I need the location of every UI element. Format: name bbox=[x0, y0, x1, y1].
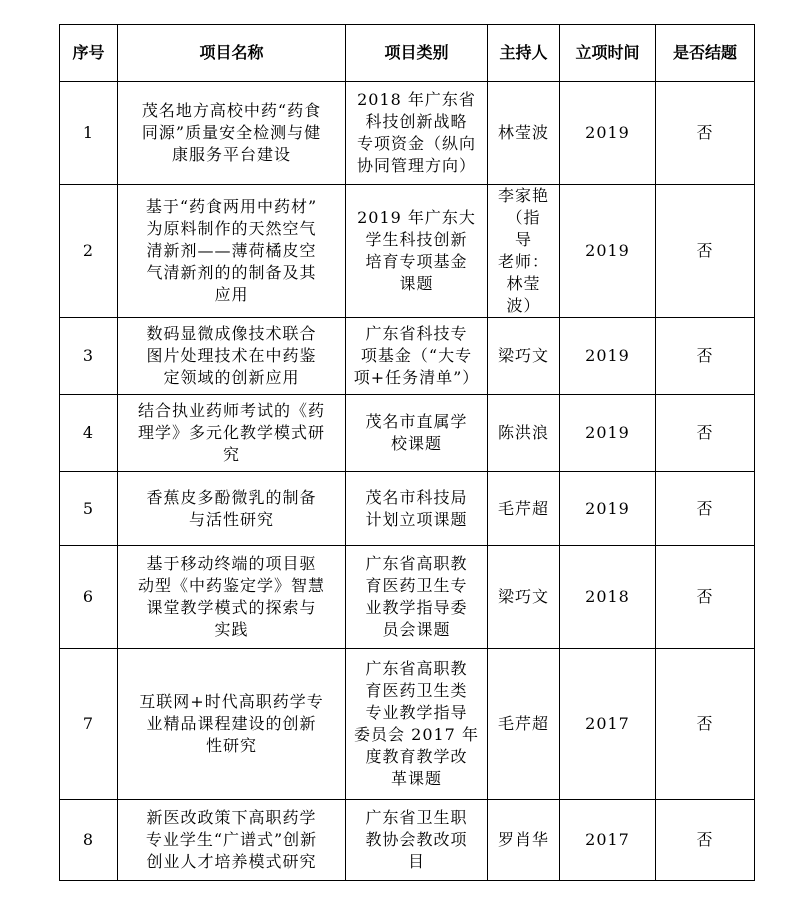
row-index: 8 bbox=[60, 800, 118, 881]
start-year: 2017 bbox=[560, 800, 656, 881]
row-index: 3 bbox=[60, 318, 118, 395]
name-line: 茂名地方高校中药“药食 bbox=[141, 101, 322, 120]
table-row bbox=[60, 82, 755, 185]
host-line: 罗肖华 bbox=[497, 830, 549, 849]
project-host bbox=[488, 318, 560, 395]
header-start-year: 立项时间 bbox=[560, 25, 656, 82]
name-line: 气清新剂的的制备及其 bbox=[146, 263, 317, 282]
project-host bbox=[488, 800, 560, 881]
project-category bbox=[346, 395, 488, 472]
header-host: 主持人 bbox=[488, 25, 560, 82]
host-line: 导 bbox=[514, 230, 532, 249]
table-row bbox=[60, 800, 755, 881]
project-category bbox=[346, 472, 488, 546]
header-project-category: 项目类别 bbox=[346, 25, 488, 82]
category-line: 2019 年广东大 bbox=[357, 208, 476, 227]
category-line: 革课题 bbox=[390, 769, 442, 788]
name-line: 专业学生“广谱式”创新 bbox=[145, 830, 318, 849]
name-line: 性研究 bbox=[205, 736, 257, 755]
project-host bbox=[488, 649, 560, 800]
name-line: 康服务平台建设 bbox=[171, 145, 291, 164]
table-row bbox=[60, 185, 755, 318]
project-host bbox=[488, 472, 560, 546]
category-line: 教协会教改项 bbox=[365, 830, 468, 849]
category-line: 广东省卫生职 bbox=[365, 808, 468, 827]
name-line: 课堂教学模式的探索与 bbox=[146, 598, 317, 617]
table-row bbox=[60, 546, 755, 649]
name-line: 创业人才培养模式研究 bbox=[146, 852, 317, 871]
category-line: 广东省高职教 bbox=[365, 659, 468, 678]
header-index: 序号 bbox=[60, 25, 118, 82]
table-row bbox=[60, 472, 755, 546]
category-line: 计划立项课题 bbox=[365, 509, 468, 529]
name-line: 理学》多元化教学模式研 bbox=[137, 423, 325, 442]
project-category bbox=[346, 546, 488, 649]
project-host bbox=[488, 395, 560, 472]
category-line: 2018 年广东省 bbox=[357, 90, 476, 109]
start-year: 2019 bbox=[560, 318, 656, 395]
row-index: 1 bbox=[60, 82, 118, 185]
project-category bbox=[346, 82, 488, 185]
category-line: 茂名市直属学 bbox=[365, 412, 468, 431]
project-name bbox=[118, 546, 346, 649]
project-host bbox=[488, 185, 560, 318]
category-line: 专项资金（纵向 bbox=[356, 134, 476, 153]
host-line: 林莹 bbox=[506, 274, 541, 293]
project-name bbox=[118, 472, 346, 546]
completed-status: 否 bbox=[656, 546, 755, 649]
project-name bbox=[118, 185, 346, 318]
start-year: 2018 bbox=[560, 546, 656, 649]
name-line: 为原料制作的天然空气 bbox=[146, 219, 317, 238]
completed-status: 否 bbox=[656, 649, 755, 800]
header-project-name: 项目名称 bbox=[118, 25, 346, 82]
name-line: 与活性研究 bbox=[188, 509, 274, 529]
project-name bbox=[118, 82, 346, 185]
row-index: 6 bbox=[60, 546, 118, 649]
host-line: 梁巧文 bbox=[497, 587, 549, 606]
name-line: 究 bbox=[222, 445, 240, 464]
category-line: 度教育教学改 bbox=[365, 747, 468, 766]
table-row bbox=[60, 395, 755, 472]
completed-status: 否 bbox=[656, 395, 755, 472]
completed-status: 否 bbox=[656, 318, 755, 395]
project-host bbox=[488, 82, 560, 185]
start-year: 2019 bbox=[560, 395, 656, 472]
category-line: 学生科技创新 bbox=[365, 230, 468, 249]
name-line: 清新剂——薄荷橘皮空 bbox=[146, 241, 317, 260]
project-category bbox=[346, 318, 488, 395]
project-name bbox=[118, 318, 346, 395]
category-line: 业教学指导委 bbox=[365, 598, 468, 617]
name-line: 新医改政策下高职药学 bbox=[146, 808, 317, 827]
completed-status: 否 bbox=[656, 472, 755, 546]
table-row bbox=[60, 649, 755, 800]
start-year: 2019 bbox=[560, 82, 656, 185]
name-line: 图片处理技术在中药鉴 bbox=[146, 346, 317, 365]
project-category bbox=[346, 649, 488, 800]
category-line: 员会课题 bbox=[382, 620, 451, 639]
category-line: 茂名市科技局 bbox=[365, 487, 468, 507]
category-line: 课题 bbox=[399, 274, 434, 293]
completed-status: 否 bbox=[656, 185, 755, 318]
host-line: 老师： bbox=[497, 252, 549, 271]
row-index: 7 bbox=[60, 649, 118, 800]
name-line: 同源”质量安全检测与健 bbox=[141, 123, 322, 142]
host-line: 波） bbox=[506, 296, 541, 315]
header-row bbox=[60, 25, 755, 82]
host-line: 梁巧文 bbox=[497, 346, 549, 365]
host-line: 林莹波 bbox=[497, 123, 549, 142]
start-year: 2017 bbox=[560, 649, 656, 800]
category-line: 科技创新战略 bbox=[365, 112, 468, 131]
category-line: 校课题 bbox=[390, 434, 442, 453]
project-category bbox=[346, 185, 488, 318]
category-line: 协同管理方向） bbox=[356, 156, 476, 175]
name-line: 定领域的创新应用 bbox=[163, 368, 300, 387]
project-name bbox=[118, 800, 346, 881]
category-line: 目 bbox=[407, 852, 425, 871]
name-line: 香蕉皮多酚微乳的制备 bbox=[146, 487, 317, 507]
project-host bbox=[488, 546, 560, 649]
category-line: 培育专项基金 bbox=[365, 252, 468, 271]
category-line: 专业教学指导 bbox=[365, 703, 468, 722]
table-row bbox=[60, 318, 755, 395]
project-name bbox=[118, 649, 346, 800]
row-index: 2 bbox=[60, 185, 118, 318]
start-year: 2019 bbox=[560, 472, 656, 546]
row-index: 5 bbox=[60, 472, 118, 546]
category-line: 广东省高职教 bbox=[365, 554, 468, 573]
name-line: 基于移动终端的项目驱 bbox=[146, 554, 317, 573]
start-year: 2019 bbox=[560, 185, 656, 318]
name-line: 结合执业药师考试的《药 bbox=[137, 401, 325, 420]
name-line: 数码显微成像技术联合 bbox=[146, 324, 317, 343]
header-completed: 是否结题 bbox=[656, 25, 755, 82]
completed-status: 否 bbox=[656, 82, 755, 185]
name-line: 实践 bbox=[214, 620, 249, 639]
project-category bbox=[346, 800, 488, 881]
project-table bbox=[59, 24, 755, 881]
name-line: 业精品课程建设的创新 bbox=[146, 714, 317, 733]
name-line: 应用 bbox=[214, 285, 249, 304]
host-line: （指 bbox=[506, 208, 541, 227]
completed-status: 否 bbox=[656, 800, 755, 881]
name-line: 动型《中药鉴定学》智慧 bbox=[137, 576, 325, 595]
host-line: 陈洪浪 bbox=[497, 423, 549, 442]
name-line: 基于“药食两用中药材” bbox=[145, 197, 318, 216]
category-line: 广东省科技专 bbox=[365, 324, 468, 343]
host-line: 毛芹超 bbox=[497, 714, 549, 733]
category-line: 项+任务清单”） bbox=[353, 368, 480, 387]
host-line: 李家艳 bbox=[497, 186, 549, 205]
category-line: 委员会 2017 年 bbox=[354, 725, 479, 744]
project-name bbox=[118, 395, 346, 472]
category-line: 育医药卫生类 bbox=[365, 681, 468, 700]
category-line: 育医药卫生专 bbox=[365, 576, 468, 595]
host-line: 毛芹超 bbox=[497, 498, 549, 518]
category-line: 项基金（“大专 bbox=[360, 346, 473, 365]
name-line: 互联网+时代高职药学专 bbox=[139, 692, 324, 711]
row-index: 4 bbox=[60, 395, 118, 472]
